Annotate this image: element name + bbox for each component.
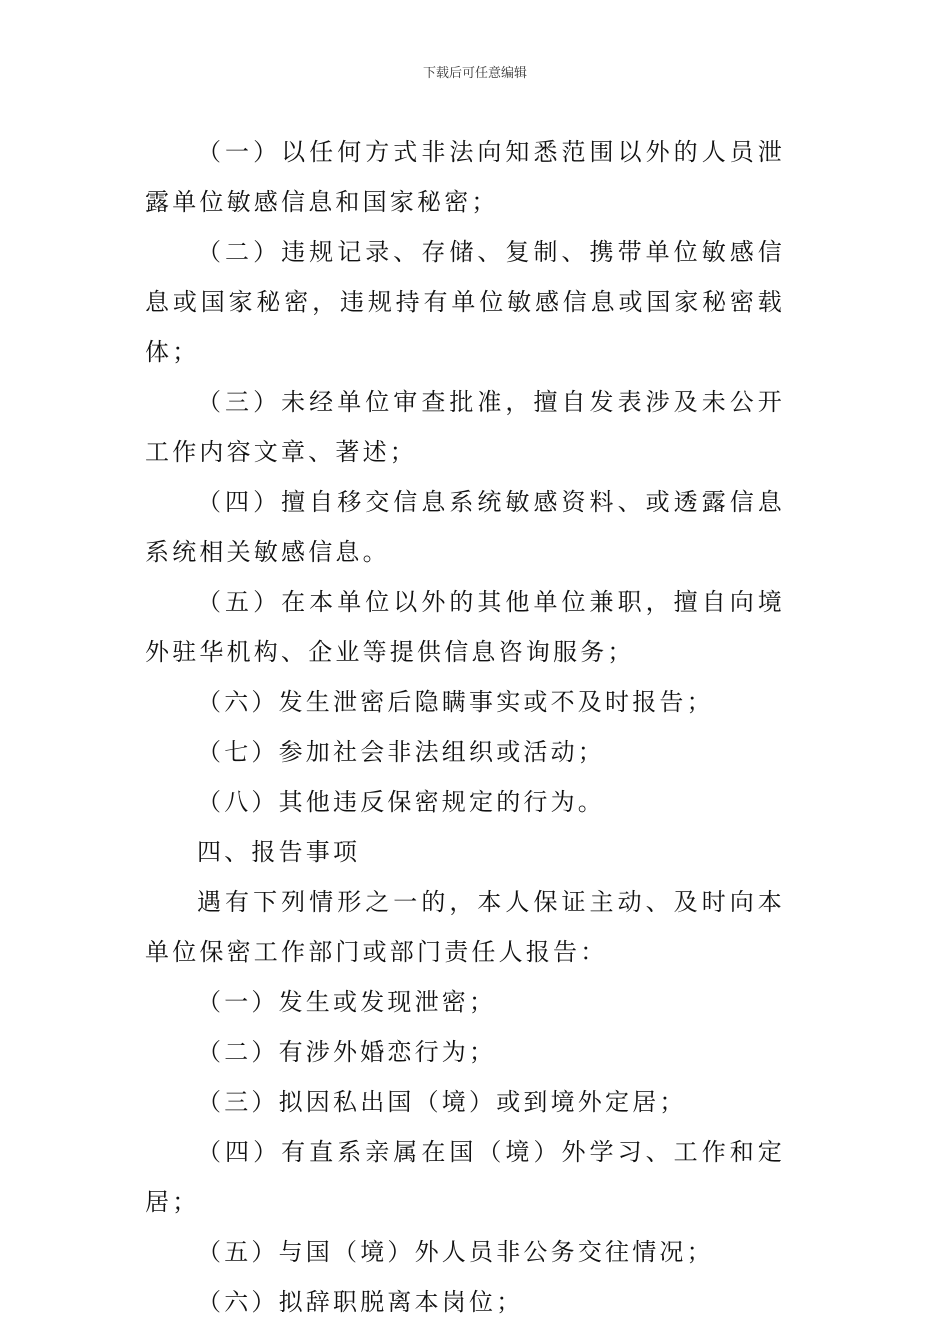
paragraph-prohibited-5: （五）在本单位以外的其他单位兼职，擅自向境外驻华机构、企业等提供信息咨询服务； — [145, 588, 785, 666]
paragraph-prohibited-6: （六）发生泄密后隐瞒事实或不及时报告； — [197, 688, 714, 716]
paragraph-prohibited-8: （八）其他违反保密规定的行为。 — [197, 788, 605, 816]
paragraph-prohibited-1: （一）以任何方式非法向知悉范围以外的人员泄露单位敏感信息和国家秘密； — [145, 138, 785, 216]
paragraph-report-2: （二）有涉外婚恋行为； — [197, 1038, 497, 1066]
paragraph-report-1: （一）发生或发现泄密； — [197, 988, 497, 1016]
paragraph-prohibited-3: （三）未经单位审查批准，擅自发表涉及未公开工作内容文章、著述； — [145, 388, 785, 466]
page-header: 下载后可任意编辑 — [422, 66, 527, 81]
paragraph-report-intro: 遇有下列情形之一的，本人保证主动、及时向本单位保密工作部门或部门责任人报告： — [145, 888, 785, 966]
document-body — [145, 127, 785, 1327]
paragraph-prohibited-7: （七）参加社会非法组织或活动； — [197, 738, 605, 766]
paragraph-prohibited-2: （二）违规记录、存储、复制、携带单位敏感信息或国家秘密，违规持有单位敏感信息或国家秘密载体； — [145, 238, 785, 366]
paragraph-report-3: （三）拟因私出国（境）或到境外定居； — [197, 1088, 687, 1116]
paragraph-prohibited-4: （四）擅自移交信息系统敏感资料、或透露信息系统相关敏感信息。 — [145, 488, 785, 566]
paragraph-report-6: （六）拟辞职脱离本岗位； — [197, 1288, 524, 1316]
paragraph-report-4: （四）有直系亲属在国（境）外学习、工作和定居； — [145, 1138, 785, 1216]
paragraph-report-5: （五）与国（境）外人员非公务交往情况； — [197, 1238, 714, 1266]
section-heading-report: 四、报告事项 — [197, 838, 361, 866]
